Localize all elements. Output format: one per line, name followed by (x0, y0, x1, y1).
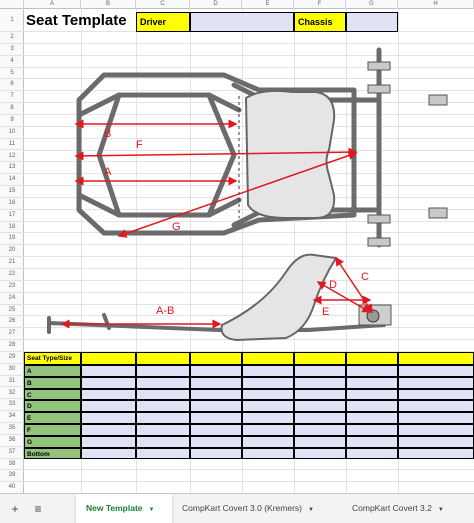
table-row-label[interactable]: F (24, 424, 81, 436)
table-value-cell[interactable] (294, 377, 346, 389)
table-value-cell[interactable] (136, 436, 190, 448)
column-header-c[interactable]: C (136, 0, 190, 9)
table-value-cell[interactable] (398, 389, 474, 401)
column-header-h[interactable]: H (398, 0, 474, 9)
chevron-down-icon: ▼ (437, 507, 444, 513)
driver-value-cell[interactable] (190, 12, 294, 32)
table-value-cell[interactable] (346, 424, 398, 436)
table-value-cell[interactable] (81, 436, 136, 448)
table-row-label[interactable]: E (24, 412, 81, 424)
row-header[interactable]: 39 (0, 470, 24, 482)
row-header[interactable]: 8 (0, 103, 24, 115)
table-value-cell[interactable] (294, 424, 346, 436)
row-header[interactable]: 35 (0, 423, 24, 435)
table-header-cell[interactable] (81, 352, 136, 365)
kart-seat-diagram (24, 40, 474, 350)
label-c: C (361, 271, 369, 283)
tab-compkart-covert-3-0[interactable] (172, 494, 342, 523)
table-value-cell[interactable] (242, 436, 294, 448)
row-header[interactable]: 23 (0, 281, 24, 293)
table-value-cell[interactable] (398, 400, 474, 412)
row-header[interactable]: 20 (0, 245, 24, 257)
add-sheet-button[interactable] (4, 494, 26, 523)
table-value-cell[interactable] (81, 424, 136, 436)
measure-c-arrow (336, 258, 372, 312)
row-header[interactable]: 3 (0, 44, 24, 56)
row-header[interactable]: 38 (0, 459, 24, 471)
tab-new-template[interactable] (76, 494, 172, 523)
table-value-cell[interactable] (136, 448, 190, 460)
table-value-cell[interactable] (190, 424, 242, 436)
row-header[interactable]: 22 (0, 269, 24, 281)
chevron-down-icon: ▼ (307, 507, 314, 513)
table-value-cell[interactable] (190, 377, 242, 389)
table-value-cell[interactable] (136, 377, 190, 389)
row-header[interactable]: 10 (0, 127, 24, 139)
table-value-cell[interactable] (242, 400, 294, 412)
table-value-cell[interactable] (81, 365, 136, 377)
row-header[interactable]: 32 (0, 388, 24, 400)
column-header-d[interactable]: D (190, 0, 242, 9)
plus-icon: + (11, 502, 19, 516)
table-value-cell[interactable] (294, 389, 346, 401)
table-value-cell[interactable] (346, 436, 398, 448)
row-header[interactable]: 31 (0, 376, 24, 388)
row-header[interactable]: 1 (0, 9, 24, 32)
label-d: D (329, 279, 337, 291)
table-value-cell[interactable] (398, 377, 474, 389)
table-value-cell[interactable] (242, 412, 294, 424)
table-value-cell[interactable] (190, 448, 242, 460)
chassis-top-view (79, 50, 379, 245)
tab-label: CompKart Covert 3.2 (352, 503, 432, 513)
table-value-cell[interactable] (81, 400, 136, 412)
table-value-cell[interactable] (346, 365, 398, 377)
table-value-cell[interactable] (190, 400, 242, 412)
table-value-cell[interactable] (136, 412, 190, 424)
label-a-b: A-B (156, 305, 175, 317)
table-value-cell[interactable] (398, 448, 474, 460)
table-header-cell[interactable] (136, 352, 190, 365)
all-sheets-button[interactable] (27, 494, 49, 523)
chassis-value-cell[interactable] (346, 12, 398, 32)
sheet-tab-bar (0, 493, 474, 523)
table-value-cell[interactable] (81, 448, 136, 460)
row-header[interactable]: 4 (0, 56, 24, 68)
label-b: B (104, 128, 112, 140)
row-header[interactable]: 12 (0, 151, 24, 163)
table-value-cell[interactable] (190, 412, 242, 424)
table-value-cell[interactable] (242, 448, 294, 460)
table-value-cell[interactable] (81, 377, 136, 389)
row-header[interactable]: 11 (0, 139, 24, 151)
table-value-cell[interactable] (346, 377, 398, 389)
table-value-cell[interactable] (242, 377, 294, 389)
table-value-cell[interactable] (294, 400, 346, 412)
table-header-cell[interactable] (398, 352, 474, 365)
table-value-cell[interactable] (346, 389, 398, 401)
row-header[interactable]: 16 (0, 198, 24, 210)
table-row-label[interactable]: B (24, 377, 81, 389)
row-header[interactable]: 40 (0, 482, 24, 494)
row-header[interactable]: 13 (0, 162, 24, 174)
table-value-cell[interactable] (398, 365, 474, 377)
row-header[interactable]: 5 (0, 68, 24, 80)
table-value-cell[interactable] (242, 424, 294, 436)
chevron-down-icon: ▼ (148, 507, 155, 513)
row-header[interactable]: 28 (0, 340, 24, 352)
table-value-cell[interactable] (294, 365, 346, 377)
grid-line (24, 481, 474, 482)
table-value-cell[interactable] (346, 400, 398, 412)
row-header[interactable]: 19 (0, 233, 24, 245)
sheet-title[interactable]: Seat Template (26, 12, 127, 29)
table-value-cell[interactable] (294, 448, 346, 460)
table-value-cell[interactable] (190, 365, 242, 377)
select-all-corner[interactable] (0, 0, 24, 9)
row-header[interactable]: 29 (0, 352, 24, 364)
seat-side-view (222, 255, 336, 340)
row-header[interactable]: 36 (0, 435, 24, 447)
row-header[interactable]: 2 (0, 32, 24, 44)
table-row-label[interactable]: G (24, 436, 81, 448)
row-header[interactable]: 15 (0, 186, 24, 198)
table-value-cell[interactable] (398, 424, 474, 436)
row-header[interactable]: 30 (0, 364, 24, 376)
table-row-label[interactable]: A (24, 365, 81, 377)
label-e: E (322, 306, 330, 318)
label-a: A (104, 166, 112, 178)
table-value-cell[interactable] (136, 389, 190, 401)
table-value-cell[interactable] (242, 365, 294, 377)
table-row-label[interactable]: D (24, 400, 81, 412)
row-header[interactable]: 37 (0, 447, 24, 459)
column-header-e[interactable]: E (242, 0, 294, 9)
table-header-seat-type[interactable]: Seat Type/Size (24, 352, 81, 365)
table-value-cell[interactable] (346, 448, 398, 460)
column-header-f[interactable]: F (294, 0, 346, 9)
table-value-cell[interactable] (81, 412, 136, 424)
row-header[interactable]: 34 (0, 411, 24, 423)
column-header-g[interactable]: G (346, 0, 398, 9)
row-header-bar (0, 9, 24, 493)
table-value-cell[interactable] (190, 389, 242, 401)
table-row-label[interactable]: C (24, 389, 81, 401)
seat-top-view (239, 91, 334, 218)
table-value-cell[interactable] (398, 436, 474, 448)
table-value-cell[interactable] (294, 412, 346, 424)
table-value-cell[interactable] (136, 424, 190, 436)
table-header-cell[interactable] (242, 352, 294, 365)
row-header[interactable]: 27 (0, 328, 24, 340)
table-row-label[interactable]: Bottom (24, 448, 81, 460)
driver-label-cell[interactable]: Driver (136, 12, 190, 32)
table-header-cell[interactable] (190, 352, 242, 365)
row-header[interactable]: 6 (0, 79, 24, 91)
label-g: G (172, 221, 181, 233)
row-header[interactable]: 14 (0, 174, 24, 186)
table-value-cell[interactable] (346, 412, 398, 424)
row-header[interactable]: 9 (0, 115, 24, 127)
table-value-cell[interactable] (294, 436, 346, 448)
row-header[interactable]: 26 (0, 316, 24, 328)
row-header[interactable]: 18 (0, 222, 24, 234)
table-value-cell[interactable] (242, 389, 294, 401)
table-header-cell[interactable] (346, 352, 398, 365)
tab-compkart-covert-3-2[interactable] (342, 494, 474, 523)
list-icon: ≡ (34, 502, 42, 516)
table-value-cell[interactable] (190, 436, 242, 448)
row-header[interactable]: 25 (0, 305, 24, 317)
row-header[interactable]: 33 (0, 399, 24, 411)
label-f: F (136, 139, 143, 151)
table-value-cell[interactable] (81, 389, 136, 401)
grid-line (24, 469, 474, 470)
row-header[interactable]: 17 (0, 210, 24, 222)
table-header-cell[interactable] (294, 352, 346, 365)
column-header-b[interactable]: B (81, 0, 136, 9)
table-value-cell[interactable] (136, 365, 190, 377)
table-value-cell[interactable] (398, 412, 474, 424)
row-header[interactable]: 7 (0, 91, 24, 103)
table-value-cell[interactable] (136, 400, 190, 412)
tab-label: New Template (86, 503, 143, 513)
tab-label: CompKart Covert 3.0 (Kremers) (182, 503, 302, 513)
column-header-a[interactable]: A (24, 0, 81, 9)
row-header[interactable]: 24 (0, 293, 24, 305)
row-header[interactable]: 21 (0, 257, 24, 269)
column-header-bar (0, 0, 474, 9)
chassis-label-cell[interactable]: Chassis (294, 12, 346, 32)
